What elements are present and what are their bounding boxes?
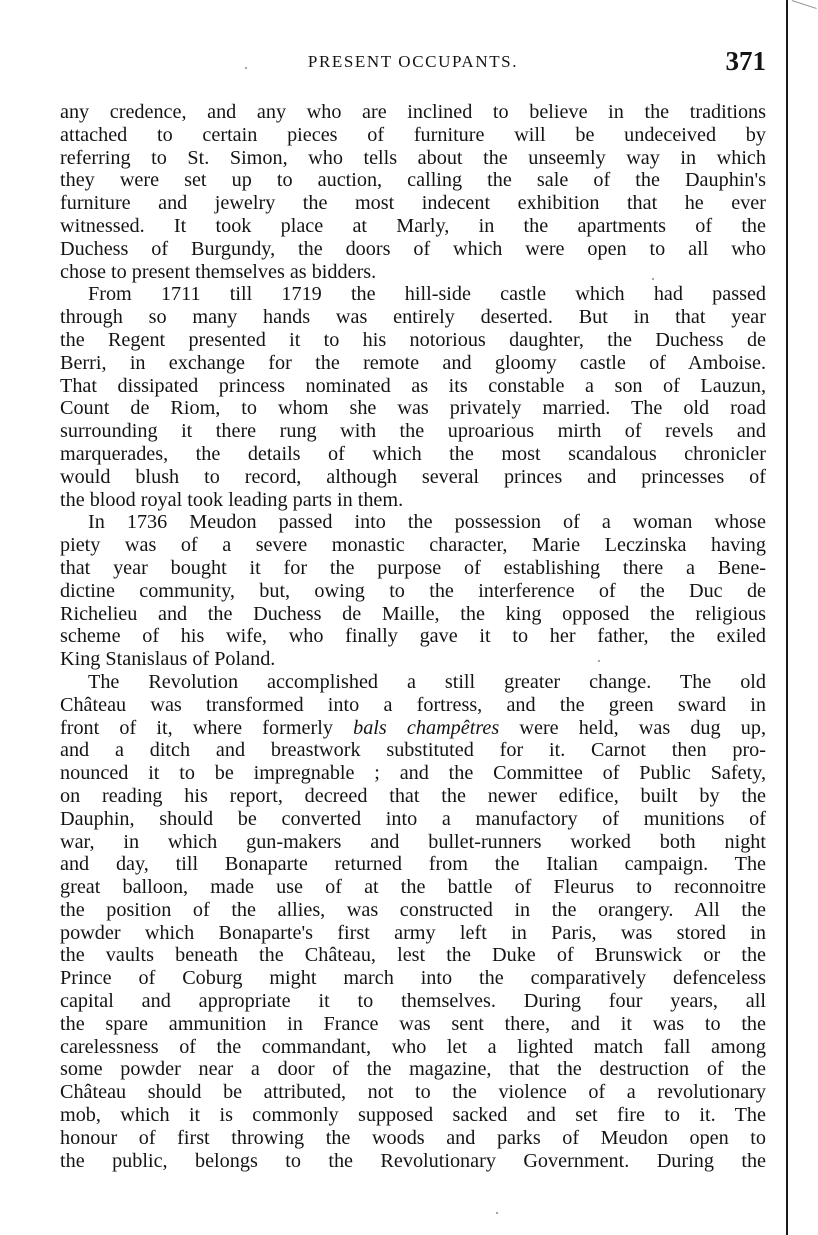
text-line: Duchess of Burgundy, the doors of which were open to all who <box>60 237 766 260</box>
text-run: front of it, where formerly <box>60 716 333 739</box>
text-line: any credence, and any who are inclined to believe in the traditions <box>60 101 766 123</box>
paragraph-first-line: The Revolution accomplished a still greater change. The old <box>88 670 766 693</box>
text-line: capital and appropriate it to themselves. During four years, all <box>60 990 766 1013</box>
text-line: piety was of a severe monastic character, Marie Leczinska having <box>60 534 766 557</box>
text-line: That dissipated princess nominated as its constable a son of Lauzun, <box>60 374 766 397</box>
text-line: the Regent presented it to his notorious daughter, the Duchess de <box>60 328 766 351</box>
paragraph-first-line: In 1736 Meudon passed into the possession of a woman whose <box>88 511 766 534</box>
text-line: Château should be attributed, not to the violence of a revolutionary <box>60 1081 766 1104</box>
text-line: and day, till Bonaparte returned from the Italian campaign. The <box>60 853 766 876</box>
text-line: Dauphin, should be converted into a manufactory of munitions of <box>60 807 766 830</box>
page-header <box>60 46 766 86</box>
text-line: Château was transformed into a fortress, and the green sward in <box>60 693 766 716</box>
text-line-with-italic <box>60 717 766 740</box>
running-head: PRESENT OCCUPANTS. <box>307 52 519 71</box>
text-line: Richelieu and the Duchess de Maille, the king opposed the religious <box>60 602 766 625</box>
paper-speck <box>245 67 247 69</box>
text-line: and a ditch and breastwork substituted for it. Carnot then pro- <box>60 739 766 762</box>
text-line: through so many hands was entirely deserted. But in that year <box>60 306 766 329</box>
text-line: some powder near a door of the magazine, that the destruction of the <box>60 1058 766 1081</box>
text-line: they were set up to auction, calling the sale of the Dauphin's <box>60 169 766 192</box>
text-line: powder which Bonaparte's first army left in Paris, was stored in <box>60 921 766 944</box>
text-line: witnessed. It took place at Marly, in the apartments of the <box>60 214 766 237</box>
paper-speck <box>598 660 600 662</box>
text-line: scheme of his wife, who finally gave it to her father, the exiled <box>60 625 766 648</box>
corner-scan-mark <box>788 0 817 20</box>
text-run: were held, was dug up, <box>519 716 767 739</box>
paragraph-first-line: From 1711 till 1719 the hill-side castle which had passed <box>88 283 766 306</box>
text-line: the position of the allies, was constructed in the orangery. All the <box>60 898 766 921</box>
page-edge-rule <box>786 0 788 1235</box>
text-line: the vaults beneath the Château, lest the Duke of Brunswick or the <box>60 944 766 967</box>
text-line: furniture and jewelry the most indecent exhibition that he ever <box>60 192 766 215</box>
text-line: surrounding it there rung with the uproarious mirth of revels and <box>60 420 766 443</box>
text-line: nounced it to be impregnable ; and the Committee of Public Safety, <box>60 762 766 785</box>
text-line: great balloon, made use of at the battle of Fleurus to reconnoitre <box>60 876 766 899</box>
page-number: 371 <box>725 46 766 76</box>
text-line: attached to certain pieces of furniture will be undeceived by <box>60 123 766 146</box>
text-line: would blush to record, although several princes and princesses of <box>60 465 766 488</box>
body-text <box>60 101 766 1172</box>
text-line: on reading his report, decreed that the newer edifice, built by the <box>60 784 766 807</box>
paper-speck <box>496 1212 498 1214</box>
text-line: dictine community, but, owing to the interference of the Duc de <box>60 579 766 602</box>
text-line: the spare ammunition in France was sent there, and it was to the <box>60 1012 766 1035</box>
text-line: marquerades, the details of which the most scandalous chronicler <box>60 442 766 465</box>
text-line: mob, which it is commonly supposed sacked and set fire to it. The <box>60 1104 766 1127</box>
text-line: honour of first throwing the woods and parks of Meudon open to <box>60 1126 766 1149</box>
text-line: Count de Riom, to whom she was privately married. The old road <box>60 397 766 420</box>
italic-phrase: bals champêtres <box>353 716 500 739</box>
text-line: referring to St. Simon, who tells about the unseemly way in which <box>60 146 766 169</box>
text-line: King Stanislaus of Poland. <box>60 648 276 671</box>
text-line: Berri, in exchange for the remote and gloomy castle of Amboise. <box>60 351 766 374</box>
text-line: the blood royal took leading parts in them. <box>60 488 404 511</box>
paper-speck <box>652 278 654 280</box>
text-line: the public, belongs to the Revolutionary Government. During the <box>60 1149 766 1172</box>
text-line: that year bought it for the purpose of establishing there a Bene- <box>60 556 766 579</box>
text-line: chose to present themselves as bidders. <box>60 260 377 283</box>
text-line: war, in which gun-makers and bullet-runners worked both night <box>60 830 766 853</box>
text-line: carelessness of the commandant, who let a lighted match fall among <box>60 1035 766 1058</box>
text-line: Prince of Coburg might march into the comparatively defenceless <box>60 967 766 990</box>
